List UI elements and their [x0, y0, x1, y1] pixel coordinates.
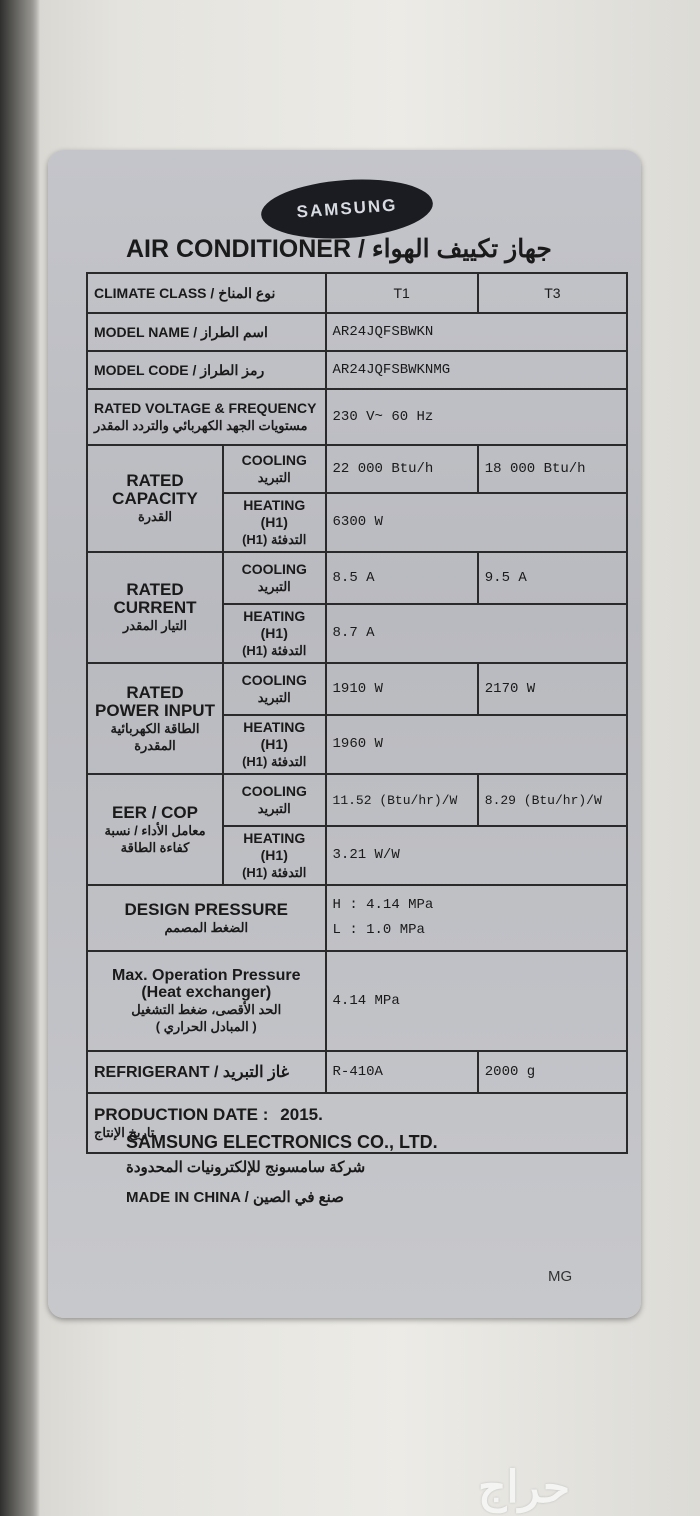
design-pressure-high: H : 4.14 MPa — [332, 897, 434, 913]
design-pressure-ar: الضغط المصمم — [164, 919, 249, 935]
heating-ar: (H1) التدفئة — [242, 643, 307, 658]
design-pressure-values — [326, 885, 627, 951]
made-in: MADE IN CHINA / صنع في الصين — [126, 1189, 344, 1206]
cooling-label — [223, 552, 326, 604]
design-pressure-label — [87, 885, 326, 951]
spec-table — [86, 272, 628, 1154]
voltage-value: 230 V~ 60 Hz — [326, 389, 627, 445]
capacity-cool-t3: 18 000 Btu/h — [478, 445, 627, 493]
eer-label — [87, 774, 223, 885]
cooling-label — [223, 445, 326, 493]
max-op-ar-2: ( المبادل الحراري ) — [155, 1019, 257, 1034]
production-date-value: 2015. — [280, 1104, 323, 1124]
cooling-label — [223, 774, 326, 826]
heating-ar: (H1) التدفئة — [242, 532, 307, 547]
label-title: AIR CONDITIONER / جهاز تكييف الهواء — [126, 235, 552, 263]
eer-label-en: EER / COP — [112, 802, 198, 822]
model-name-value: AR24JQFSBWKN — [326, 313, 627, 351]
power-label — [87, 663, 223, 774]
max-operation-pressure-label — [87, 951, 326, 1051]
power-heat: 1960 W — [326, 715, 627, 774]
cooling-label — [223, 663, 326, 715]
heating-en: HEATING (H1) — [243, 719, 306, 752]
brand-text: SAMSUNG — [295, 195, 398, 222]
current-cool-t3: 9.5 A — [478, 552, 627, 604]
table-row — [87, 351, 627, 389]
table-row — [87, 445, 627, 493]
climate-class-label: CLIMATE CLASS / نوع المناخ — [87, 273, 326, 313]
cooling-ar: التبريد — [257, 470, 291, 485]
eer-cool-t1: 11.52 (Btu/hr)/W — [326, 774, 478, 826]
power-cool-t1: 1910 W — [326, 663, 478, 715]
eer-cool-t3: 8.29 (Btu/hr)/W — [478, 774, 627, 826]
watermark-logo: حراج — [478, 1463, 571, 1512]
table-row — [87, 313, 627, 351]
max-op-ar: الحد الأقصى، ضغط التشغيل — [131, 1002, 282, 1017]
eer-label-ar: معامل الأداء / نسبة كفاءة الطاقة — [104, 822, 206, 855]
climate-t1: T1 — [326, 273, 478, 313]
cooling-ar: التبريد — [257, 579, 291, 594]
table-row — [87, 663, 627, 715]
power-label-ar: الطاقة الكهربائية المقدرة — [110, 720, 200, 753]
table-row — [87, 1051, 627, 1093]
cooling-ar: التبريد — [257, 690, 291, 705]
cooling-en: COOLING — [241, 783, 307, 799]
cooling-en: COOLING — [241, 561, 307, 577]
capacity-label-ar: القدرة — [137, 509, 173, 524]
heating-en: HEATING (H1) — [243, 497, 306, 530]
capacity-label-en: RATED CAPACITY — [112, 471, 198, 508]
heating-ar: (H1) التدفئة — [242, 865, 307, 880]
design-pressure-low: L : 1.0 MPa — [332, 922, 425, 938]
table-row — [87, 552, 627, 604]
table-row — [87, 885, 627, 951]
heating-en: HEATING (H1) — [243, 608, 306, 641]
climate-t3: T3 — [478, 273, 627, 313]
heating-ar: (H1) التدفئة — [242, 754, 307, 769]
capacity-label — [87, 445, 223, 552]
company-name: SAMSUNG ELECTRONICS CO., LTD. — [126, 1132, 438, 1152]
production-date-ar: تاريخ الإنتاج — [94, 1124, 155, 1140]
power-cool-t3: 2170 W — [478, 663, 627, 715]
refrigerant-type: R-410A — [326, 1051, 478, 1093]
max-operation-pressure-value: 4.14 MPa — [326, 951, 627, 1051]
voltage-label-en: RATED VOLTAGE & FREQUENCY — [94, 400, 317, 416]
current-label-ar: التيار المقدر — [122, 618, 188, 633]
cooling-en: COOLING — [241, 672, 307, 688]
cooling-ar: التبريد — [257, 801, 291, 816]
design-pressure-en: DESIGN PRESSURE — [124, 899, 288, 919]
voltage-label-ar: مستويات الجهد الكهربائي والتردد المقدر — [94, 418, 308, 433]
power-label-en: RATED POWER INPUT — [95, 682, 215, 720]
heating-label — [223, 493, 326, 552]
heating-label — [223, 604, 326, 663]
refrigerant-label: REFRIGERANT / غاز التبريد — [87, 1051, 326, 1093]
company-name-ar: شركة سامسونج للإلكترونيات المحدودة — [126, 1159, 366, 1176]
wall-shadow — [0, 0, 40, 1516]
table-row — [87, 951, 627, 1051]
max-op-en-2: (Heat exchanger) — [141, 984, 272, 1001]
cooling-en: COOLING — [241, 452, 307, 468]
capacity-heat: 6300 W — [326, 493, 627, 552]
mg-code: MG — [548, 1268, 573, 1285]
voltage-label — [87, 389, 326, 445]
current-heat: 8.7 A — [326, 604, 627, 663]
model-name-label: MODEL NAME / اسم الطراز — [87, 313, 326, 351]
model-code-value: AR24JQFSBWKNMG — [326, 351, 627, 389]
heating-label — [223, 715, 326, 774]
table-row — [87, 273, 627, 313]
model-code-label: MODEL CODE / رمز الطراز — [87, 351, 326, 389]
refrigerant-mass: 2000 g — [478, 1051, 627, 1093]
heating-label — [223, 826, 326, 885]
table-row — [87, 389, 627, 445]
current-label — [87, 552, 223, 663]
heating-en: HEATING (H1) — [243, 830, 306, 863]
max-op-en: Max. Operation Pressure — [112, 967, 301, 984]
current-label-en: RATED CURRENT — [113, 580, 197, 617]
table-row — [87, 774, 627, 826]
cop-heat: 3.21 W/W — [326, 826, 627, 885]
production-date-label: PRODUCTION DATE : — [94, 1104, 269, 1124]
rating-label-sticker — [48, 150, 641, 1318]
capacity-cool-t1: 22 000 Btu/h — [326, 445, 478, 493]
current-cool-t1: 8.5 A — [326, 552, 478, 604]
